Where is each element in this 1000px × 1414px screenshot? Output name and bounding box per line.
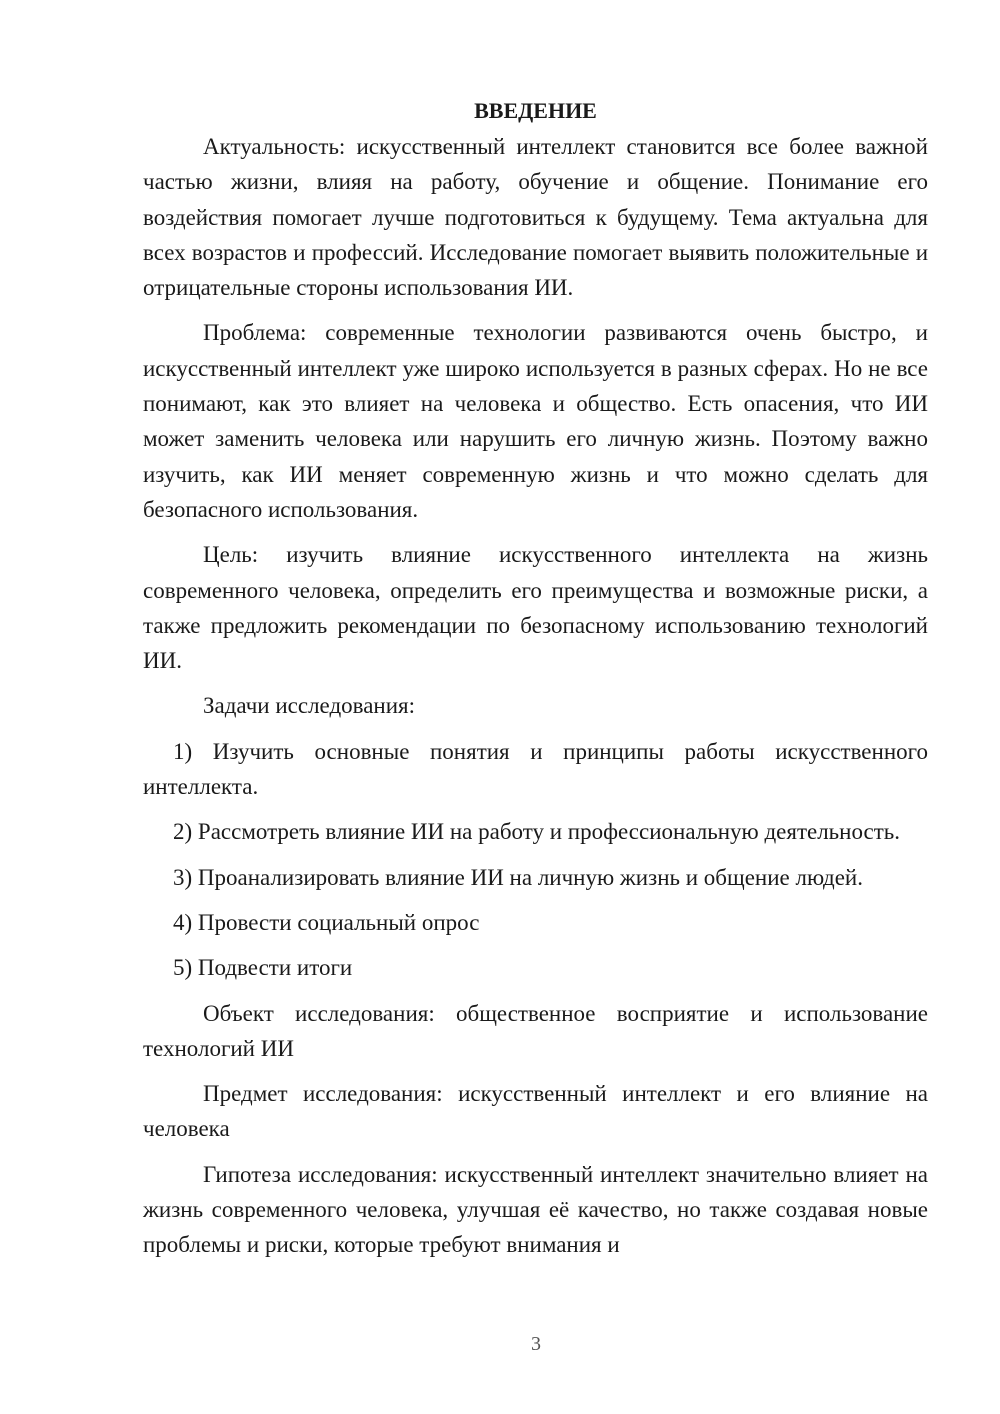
task-item-2: 2) Рассмотреть влияние ИИ на работу и профессиональную деятельность. — [173, 819, 901, 845]
task-item-1: 1) Изучить основные понятия и принципы работы искусственного интеллекта. — [143, 738, 928, 800]
problem-paragraph: Проблема: современные технологии развиваются очень быстро, и искусственный интеллект уже широко используется в разных сферах. Но не все понимают, как это влияет на человека и общество. Есть опасения, что ИИ может заменить человека или нарушить его личную жизнь. Поэтому важно изучить, как ИИ меняет современную жизнь и что можно сделать для безопасного использования. — [143, 320, 928, 522]
subject-paragraph: Предмет исследования: искусственный интеллект и его влияние на человека — [143, 1081, 928, 1142]
goal-paragraph: Цель: изучить влияние искусственного интеллекта на жизнь современного человека, определить его преимущества и возможные риски, а также предложить рекомендации по безопасному использованию технологий ИИ. — [143, 542, 928, 674]
hypothesis-paragraph: Гипотеза исследования: искусственный интеллект значительно влияет на жизнь современного человека, улучшая её качество, но также создавая новые проблемы и риски, которые требуют внимания и — [143, 1161, 928, 1258]
page-number: 3 — [531, 1333, 541, 1355]
task-item-5: 5) Подвести итоги — [173, 955, 353, 981]
page-content — [143, 93, 928, 1273]
object-paragraph: Объект исследования: общественное восприятие и использование технологий ИИ — [143, 1000, 928, 1061]
tasks-title: Задачи исследования: — [203, 693, 416, 719]
task-item-3: 3) Проанализировать влияние ИИ на личную жизнь и общение людей. — [173, 864, 863, 890]
section-heading: ВВЕДЕНИЕ — [474, 98, 597, 123]
relevance-paragraph: Актуальность: искусственный интеллект становится все более важной частью жизни, влияя на работу, обучение и общение. Понимание его воздействия помогает лучше подготовиться к будущему. Тема актуальна для всех возрастов и профессий. Исследование помогает выявить положительные и отрицательные стороны использования ИИ. — [143, 134, 928, 301]
task-item-4: 4) Провести социальный опрос — [173, 909, 480, 935]
